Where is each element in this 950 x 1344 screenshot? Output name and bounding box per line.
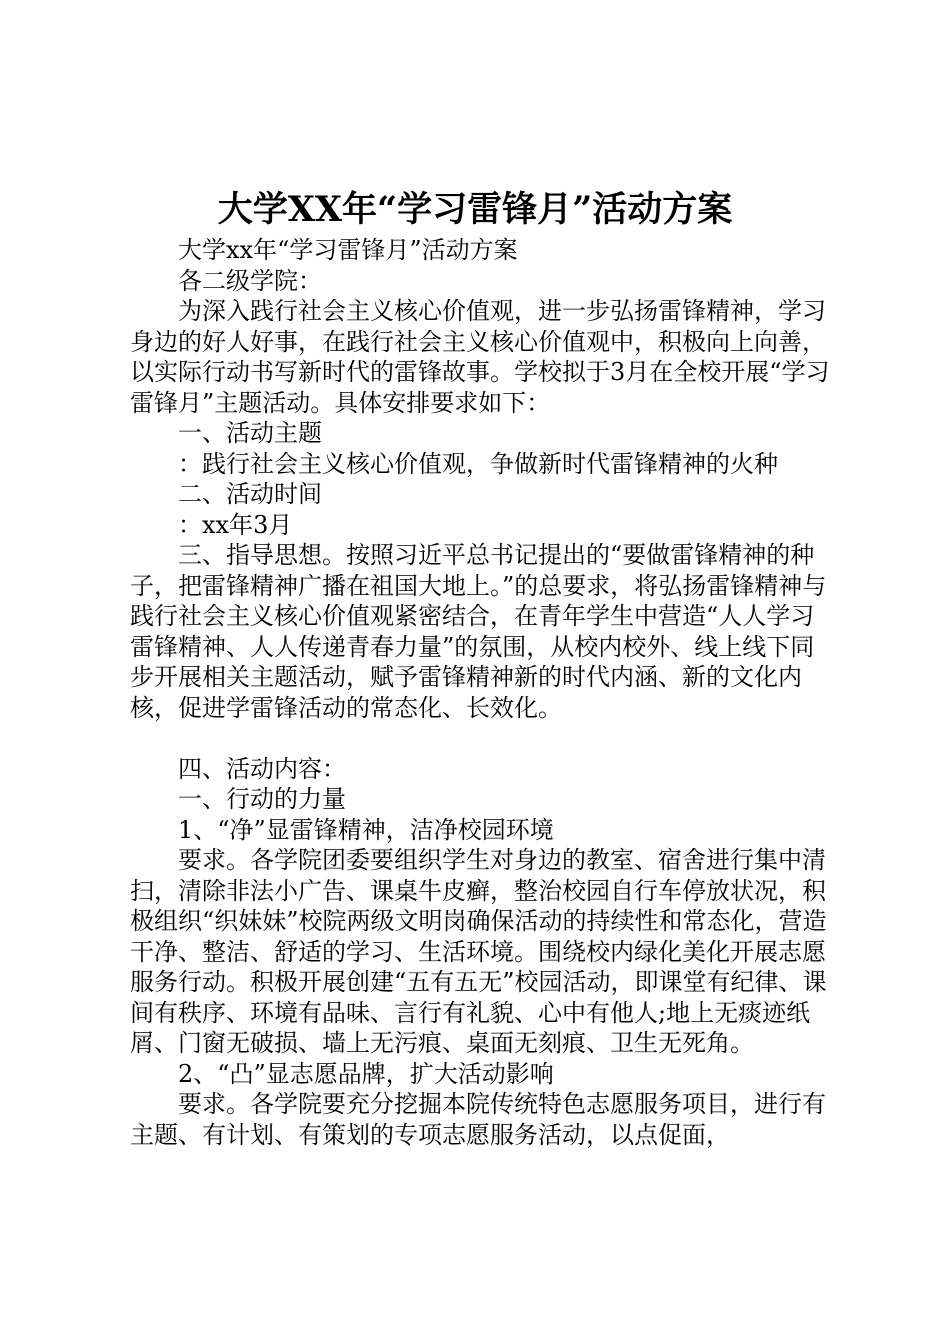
paragraph-clean-requirements: 要求。各学院团委要组织学生对身边的教室、宿舍进行集中清扫，清除非法小广告、课桌牛皮癣，整治校园自行车停放状况，积极组织“织妹妹”校院两级文明岗确保活动的持续性和常态化，营造干净、整洁、舒适的学习、生活环境。围绕校内绿化美化开展志愿服务行动。积极开展创建“五有五无”校园活动，即课堂有纪律、课间有秩序、环境有品味、言行有礼貌、心中有他人;地上无痰迹纸屑、门窗无破损、墙上无污痕、桌面无刻痕、卫生无死角。: [130, 846, 827, 1057]
paragraph-heading-repeat: 大学xx年“学习雷锋月”活动方案: [178, 236, 518, 264]
item-heading-volunteer: 2、“凸”显志愿品牌，扩大活动影响: [178, 1059, 554, 1088]
item-heading-clean: 1、“净”显雷锋精神，洁净校园环境: [178, 815, 554, 844]
section-heading-content: 四、活动内容：: [178, 754, 346, 783]
paragraph-salutation: 各二级学院：: [178, 266, 322, 295]
paragraph-intro: 为深入践行社会主义核心价值观，进一步弘扬雷锋精神，学习身边的好人好事，在践行社会主义核心价值观中，积极向上向善，以实际行动书写新时代的雷锋故事。学校拟于3月在全校开展“学习雷锋月”主题活动。具体安排要求如下：: [130, 297, 830, 417]
document-title: 大学XX年“学习雷锋月”活动方案: [217, 189, 733, 230]
paragraph-time: ：xx年3月: [178, 510, 293, 539]
section-heading-time: 二、活动时间: [178, 480, 322, 508]
paragraph-volunteer-requirements: 要求。各学院要充分挖掘本院传统特色志愿服务项目，进行有主题、有计划、有策划的专项志愿服务活动，以点促面，: [130, 1090, 826, 1149]
subsection-heading-action: 一、行动的力量: [178, 785, 346, 813]
paragraph-spacer: [130, 723, 835, 754]
section-heading-theme: 一、活动主题: [178, 419, 322, 447]
document-body: [130, 235, 835, 1150]
paragraph-guiding-thought: 三、指导思想。按照习近平总书记提出的“要做雷锋精神的种子，把雷锋精神广播在祖国大地上。”的总要求，将弘扬雷锋精神与践行社会主义核心价值观紧密结合，在青年学生中营造“人人学习雷锋精神、人人传递青春力量”的氛围，从校内校外、线上线下同步开展相关主题活动，赋予雷锋精神新的时代内涵、新的文化内核，促进学雷锋活动的常态化、长效化。: [130, 541, 827, 722]
paragraph-theme: ：践行社会主义核心价值观，争做新时代雷锋精神的火种: [178, 449, 778, 478]
